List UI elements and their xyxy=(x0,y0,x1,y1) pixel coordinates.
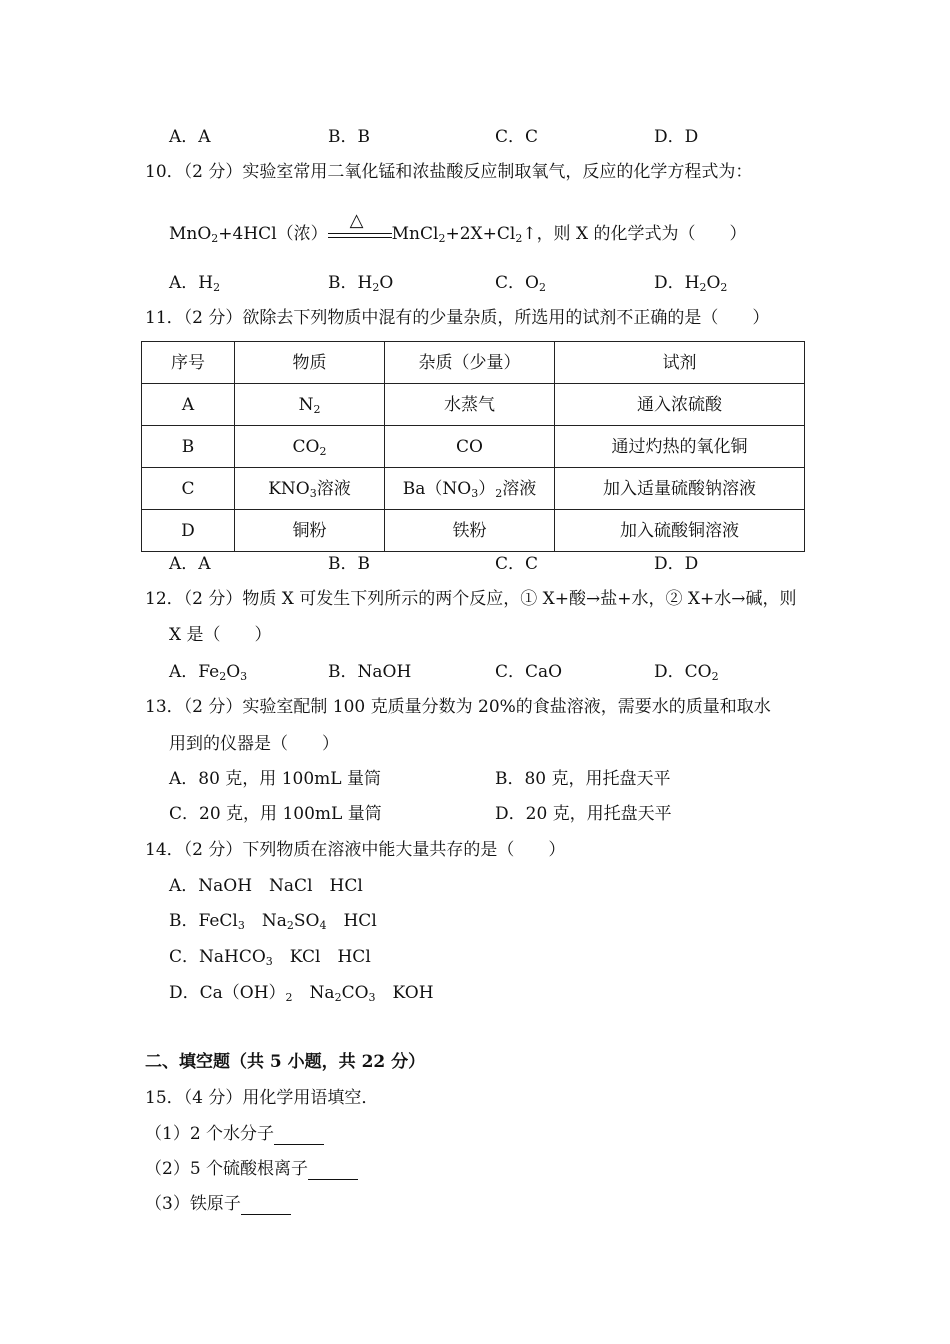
q12-stem-line1: 12．（2 分）物质 X 可发生下列所示的两个反应，① X+酸→盐+水，② X+水→碱，则 xyxy=(145,589,797,609)
q13-stem-line2: 用到的仪器是（ ） xyxy=(169,734,339,754)
row-id: C xyxy=(142,468,235,510)
q11-option-a: A．A xyxy=(169,554,211,574)
q12-option-c: C．CaO xyxy=(495,662,563,682)
header-cell: 试剂 xyxy=(555,342,805,384)
q13-option-d: D．20 克，用托盘天平 xyxy=(495,804,672,824)
row-substance: $CO_2$ xyxy=(235,426,385,468)
header-cell: 序号 xyxy=(142,342,235,384)
answer-blank[interactable] xyxy=(308,1163,358,1180)
header-cell: 物质 xyxy=(235,342,385,384)
row-reagent: 通入浓硫酸 xyxy=(555,384,805,426)
row-id: D xyxy=(142,510,235,552)
row-id: B xyxy=(142,426,235,468)
q11-option-d: D．D xyxy=(654,554,699,574)
q11-stem: 11．（2 分）欲除去下列物质中混有的少量杂质，所选用的试剂不正确的是（ ） xyxy=(145,308,770,328)
row-reagent: 加入适量硫酸钠溶液 xyxy=(555,468,805,510)
table-row xyxy=(142,468,805,510)
q10-equation: MnO$_2$+4HCl（浓） △ $MnCl_2+2X+Cl_2↑$，则 X 的化学式为（ ） xyxy=(169,209,747,245)
header-cell: 杂质（少量） xyxy=(385,342,555,384)
q11-option-b: B．B xyxy=(328,554,370,574)
q13-option-b: B．80 克，用托盘天平 xyxy=(495,769,671,789)
q13-stem-line1: 13．（2 分）实验室配制 100 克质量分数为 20%的食盐溶液，需要水的质量和取水 xyxy=(145,697,771,717)
q14-option-d: D．$Ca(OH)_2$ $Na_2CO_3$ KOH xyxy=(169,983,434,1004)
q12-option-a: A．$Fe_2O_3$ xyxy=(169,662,248,683)
table-header-row xyxy=(142,342,805,384)
row-reagent: 加入硫酸铜溶液 xyxy=(555,510,805,552)
table-row xyxy=(142,510,805,552)
q14-option-c: C．NaHCO$_3$ KCl HCl xyxy=(169,947,371,968)
q9-option-b: B．B xyxy=(328,127,370,147)
q10-option-d: D．$H_2O_2$ xyxy=(654,273,728,294)
answer-blank[interactable] xyxy=(274,1128,324,1145)
row-reagent: 通过灼热的氧化铜 xyxy=(555,426,805,468)
row-impurity: $Ba(NO_3)_2$溶液 xyxy=(385,468,555,510)
q15-item-3: （3）铁原子 xyxy=(145,1193,291,1215)
q14-option-b: B．FeCl$_3$ $Na_2SO_4$ HCl xyxy=(169,911,377,932)
q13-option-a: A．80 克，用 100mL 量筒 xyxy=(169,769,381,789)
q11-table xyxy=(141,341,805,552)
q9-option-c: C．C xyxy=(495,127,539,147)
row-impurity: CO xyxy=(385,426,555,468)
answer-blank[interactable] xyxy=(241,1198,291,1215)
q14-stem: 14．（2 分）下列物质在溶液中能大量共存的是（ ） xyxy=(145,840,566,860)
q13-option-c: C．20 克，用 100mL 量筒 xyxy=(169,804,382,824)
q15-stem: 15．（4 分）用化学用语填空． xyxy=(145,1088,379,1108)
q10-tail: ，则 X 的化学式为（ ） xyxy=(536,224,747,244)
q10-option-c: C．$O_2$ xyxy=(495,273,546,294)
q9-option-d: D．D xyxy=(654,127,699,147)
section-heading: 二、填空题（共 5 小题，共 22 分） xyxy=(145,1052,426,1072)
q10-option-b: B．$H_2O$ xyxy=(328,273,394,294)
table-row xyxy=(142,426,805,468)
heat-condition xyxy=(328,209,392,246)
q12-option-b: B．NaOH xyxy=(328,662,412,682)
row-impurity: 铁粉 xyxy=(385,510,555,552)
row-substance: $KNO_3$溶液 xyxy=(235,468,385,510)
q11-option-c: C．C xyxy=(495,554,539,574)
row-substance: 铜粉 xyxy=(235,510,385,552)
row-id: A xyxy=(142,384,235,426)
row-substance: $N_2$ xyxy=(235,384,385,426)
q12-option-d: D．$CO_2$ xyxy=(654,662,719,683)
q9-option-a: A．A xyxy=(169,127,211,147)
q10-stem: 10．（2 分）实验室常用二氧化锰和浓盐酸反应制取氧气，反应的化学方程式为： xyxy=(145,162,753,182)
row-impurity: 水蒸气 xyxy=(385,384,555,426)
q12-stem-line2: X 是（ ） xyxy=(169,625,272,645)
q14-option-a: A．NaOH NaCl HCl xyxy=(169,876,363,896)
q15-item-2: （2）5 个硫酸根离子 xyxy=(145,1158,358,1180)
q10-option-a: A．$H_2$ xyxy=(169,273,221,294)
table-row xyxy=(142,384,805,426)
q15-item-1: （1）2 个水分子 xyxy=(145,1123,324,1145)
heat-triangle-icon: △ xyxy=(349,209,364,231)
